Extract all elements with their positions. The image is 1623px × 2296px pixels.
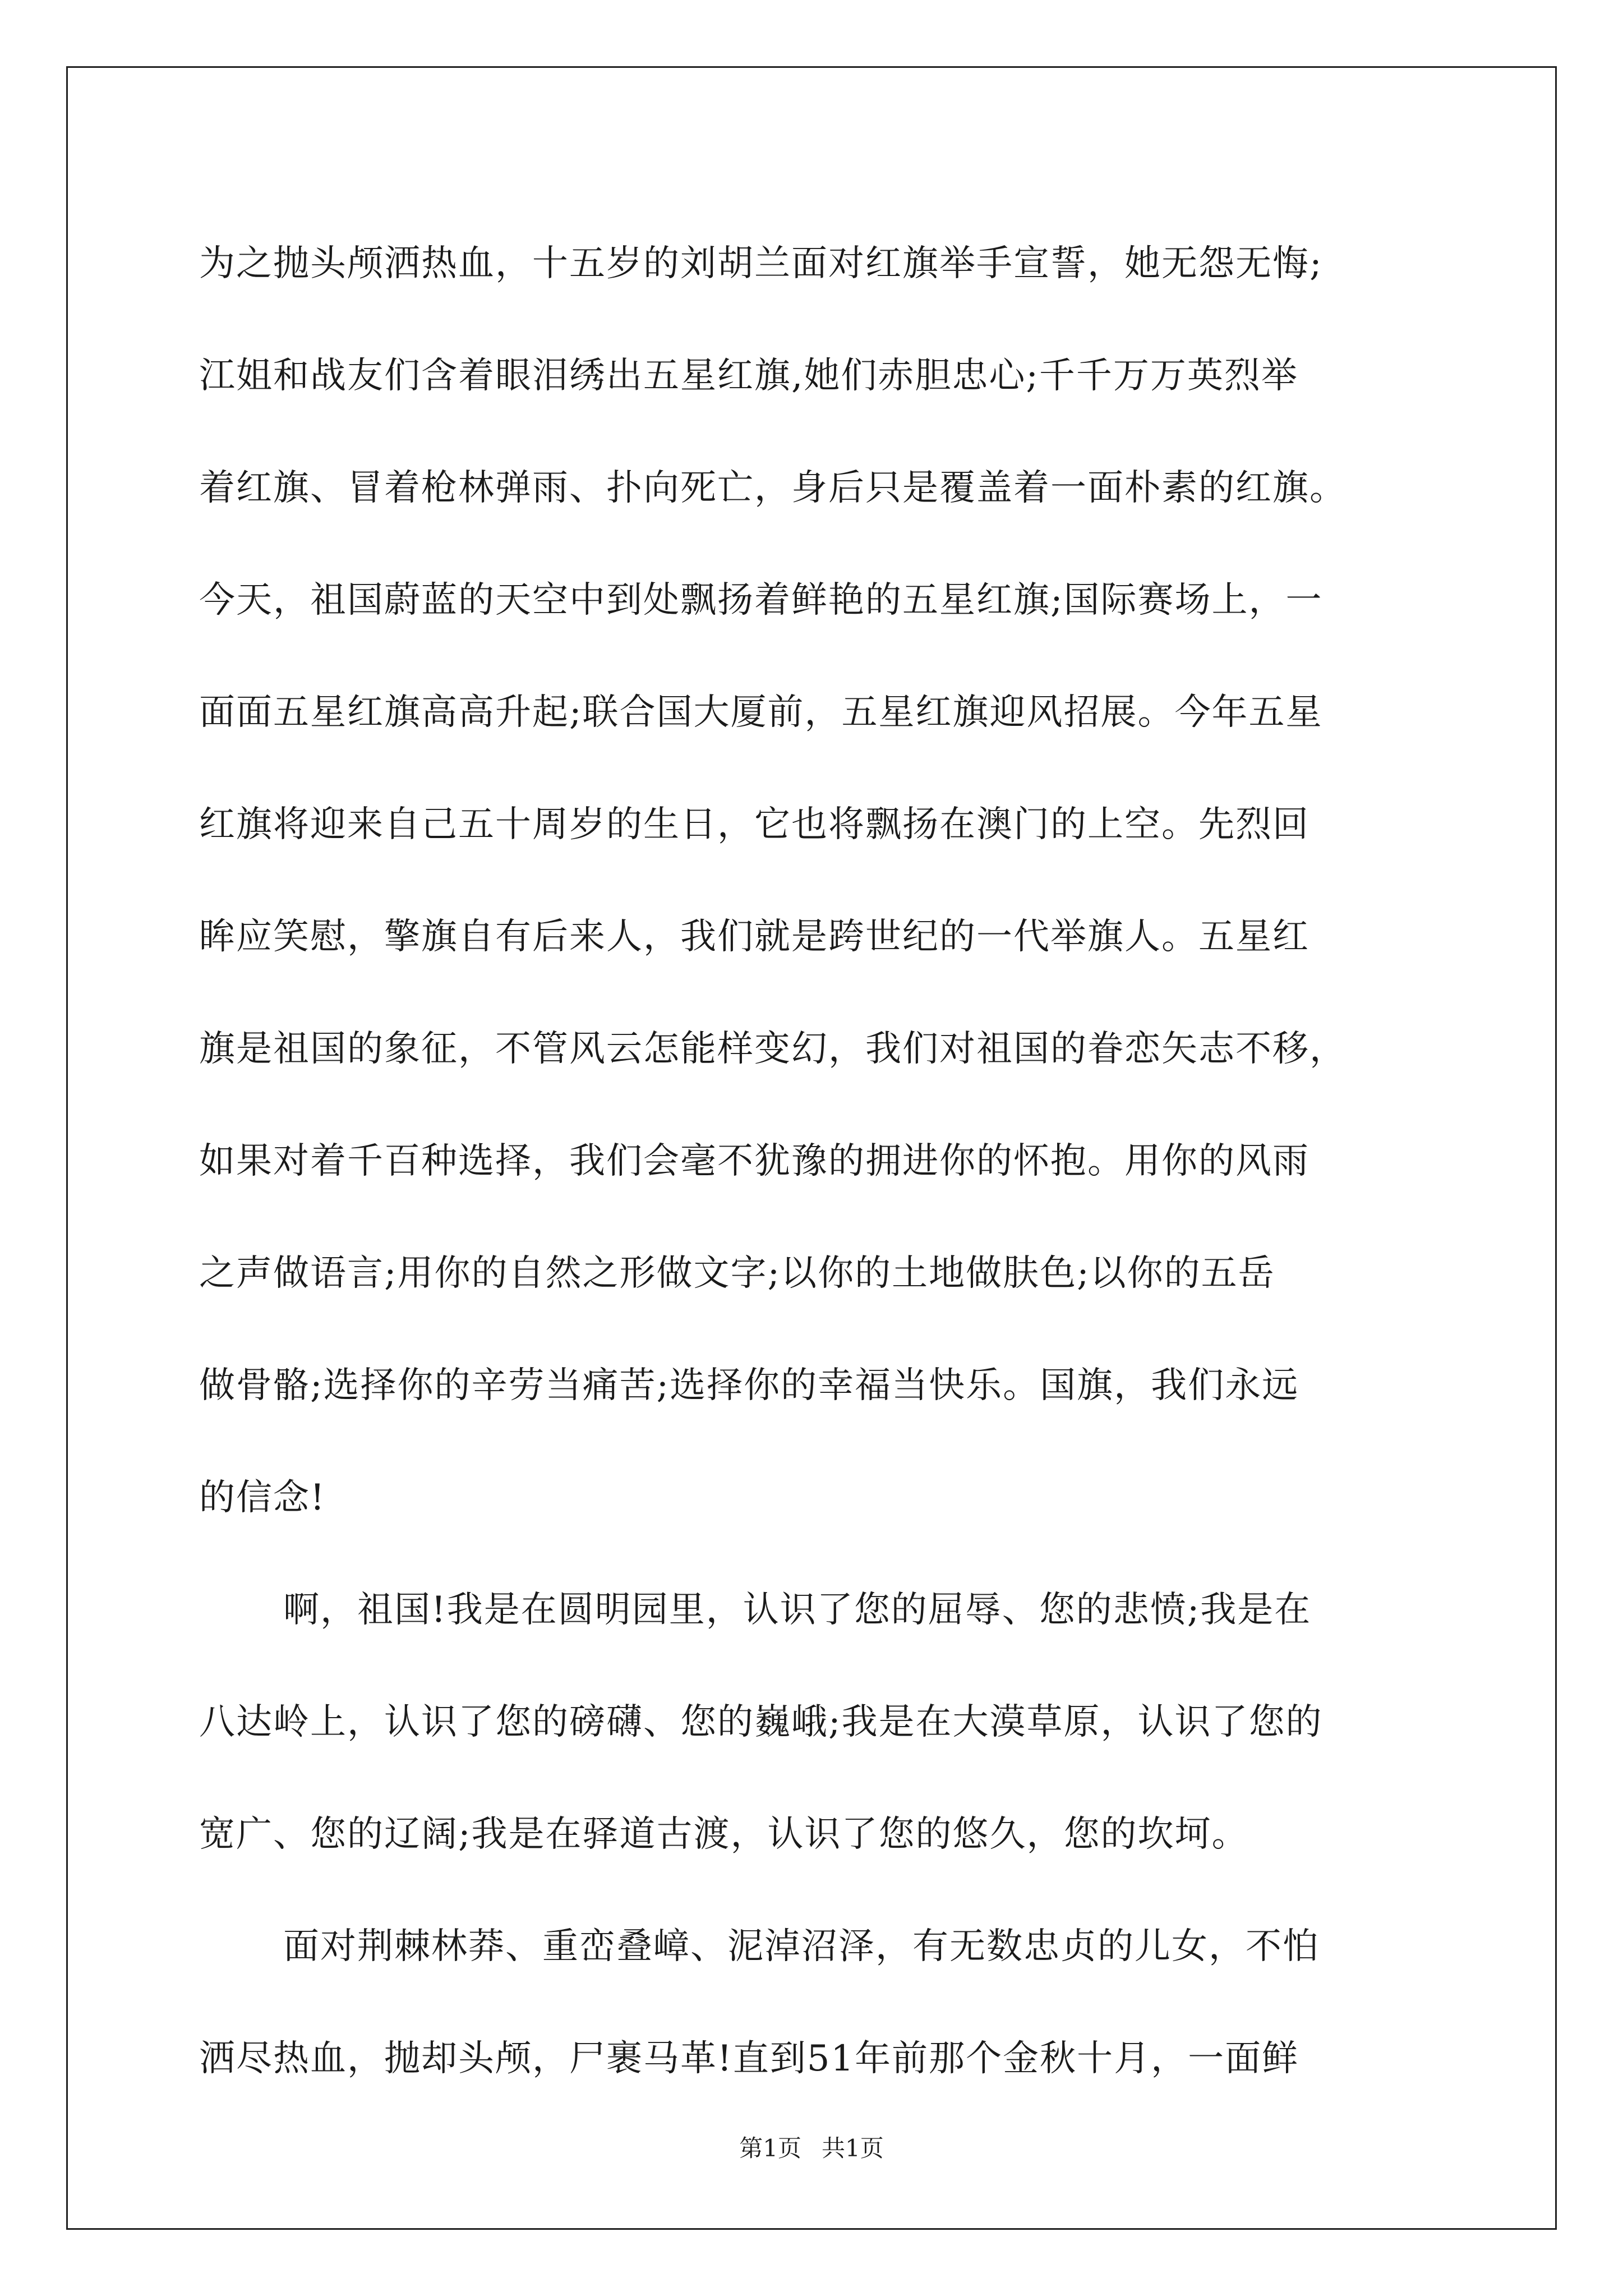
paragraph-2	[199, 1554, 1438, 1890]
text-line: 面面五星红旗高高升起;联合国大厦前，五星红旗迎风招展。今年五星	[199, 692, 1323, 733]
text-line: 红旗将迎来自己五十周岁的生日，它也将飘扬在澳门的上空。先烈回	[199, 804, 1310, 845]
text-line: 今天，祖国蔚蓝的天空中到处飘扬着鲜艳的五星红旗;国际赛场上，一	[199, 579, 1323, 621]
page-total: 共1页	[822, 2134, 884, 2162]
text-line: 八达岭上，认识了您的磅礴、您的巍峨;我是在大漠草原，认识了您的	[199, 1701, 1323, 1743]
text-line: 宽广、您的辽阔;我是在驿道古渡，认识了您的悠久，您的坎坷。	[199, 1814, 1249, 1855]
text-line: 旗是祖国的象征，不管风云怎能样变幻，我们对祖国的眷恋矢志不移，	[199, 1028, 1347, 1070]
text-line: 做骨骼;选择你的辛劳当痛苦;选择你的幸福当快乐。国旗，我们永远	[199, 1365, 1299, 1406]
text-line: 着红旗、冒着枪林弹雨、扑向死亡，身后只是覆盖着一面朴素的红旗。	[199, 467, 1347, 509]
text-line: 啊，祖国!我是在圆明园里，认识了您的屈辱、您的悲愤;我是在	[283, 1589, 1312, 1631]
text-line: 如果对着千百种选择，我们会毫不犹豫的拥进你的怀抱。用你的风雨	[199, 1140, 1310, 1182]
text-line: 为之抛头颅洒热血，十五岁的刘胡兰面对红旗举手宣誓，她无怨无悔;	[199, 243, 1323, 284]
text-line: 的信念!	[199, 1477, 326, 1519]
page-number: 第1页	[739, 2134, 801, 2162]
page-footer	[0, 2132, 1623, 2165]
text-line: 眸应笑慰，擎旗自有后来人，我们就是跨世纪的一代举旗人。五星红	[199, 916, 1310, 958]
text-line: 面对荆棘林莽、重峦叠嶂、泥淖沼泽，有无数忠贞的儿女，不怕	[283, 1926, 1320, 1967]
text-line: 江姐和战友们含着眼泪绣出五星红旗,她们赤胆忠心;千千万万英烈举	[199, 355, 1298, 397]
paragraph-3	[199, 1890, 1438, 2115]
text-line: 洒尽热血，抛却头颅，尸裹马革!直到51年前那个金秋十月，一面鲜	[199, 2038, 1299, 2079]
document-body	[199, 208, 1438, 2115]
paragraph-1	[199, 208, 1438, 1554]
text-line: 之声做语言;用你的自然之形做文字;以你的土地做肤色;以你的五岳	[199, 1253, 1275, 1294]
